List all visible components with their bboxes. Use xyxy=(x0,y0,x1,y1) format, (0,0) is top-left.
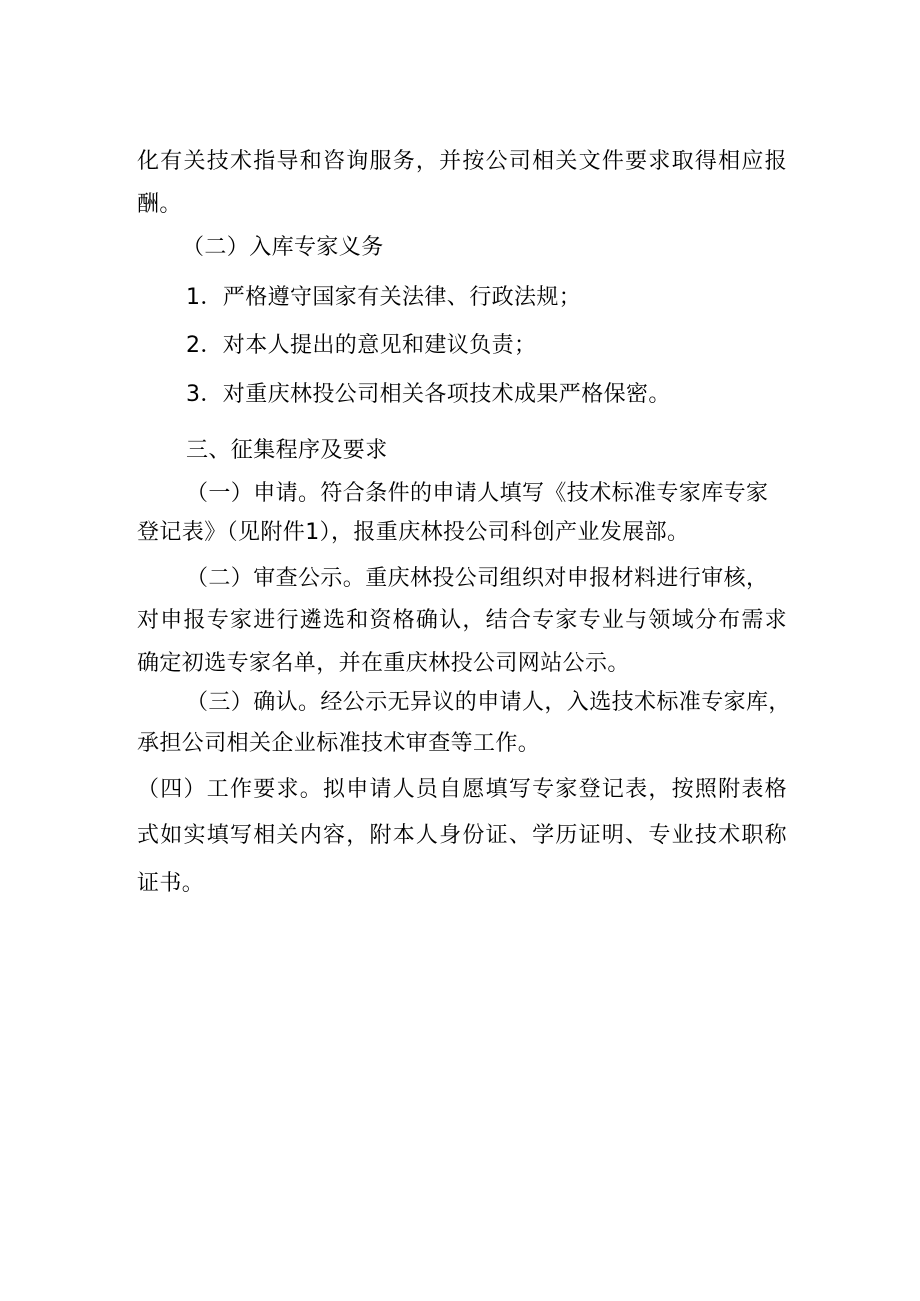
list-item: 3．对重庆林投公司相关各项技术成果严格保密。 xyxy=(186,382,671,407)
text-line: （一）申请。符合条件的申请人填写《技术标准专家库专家 xyxy=(186,481,769,506)
text-line: 承担公司相关企业标准技术审查等工作。 xyxy=(137,731,541,756)
text-line: 确定初选专家名单，并在重庆林投公司网站公示。 xyxy=(137,651,630,676)
text-line: 对申报专家进行遴选和资格确认，结合专家专业与领域分布需求 xyxy=(137,608,787,633)
text-line: 证书。 xyxy=(137,871,205,896)
text-line: 登记表》（见附件1），报重庆林投公司科创产业发展部。 xyxy=(137,520,690,545)
text-line: 式如实填写相关内容，附本人身份证、学历证明、专业技术职称 xyxy=(137,823,787,848)
text-line: 化有关技术指导和咨询服务，并按公司相关文件要求取得相应报 xyxy=(137,149,787,174)
section-heading: 三、征集程序及要求 xyxy=(186,438,388,463)
text-line: （三）确认。经公示无异议的申请人，入选技术标准专家库， xyxy=(186,690,791,715)
text-line: （二）审查公示。重庆林投公司组织对申报材料进行审核， xyxy=(186,566,769,591)
list-item: 2．对本人提出的意见和建议负责； xyxy=(186,333,537,358)
text-line: 酬。 xyxy=(137,192,182,217)
text-line: （四）工作要求。拟申请人员自愿填写专家登记表，按照附表格 xyxy=(137,777,787,802)
list-item: 1．严格遵守国家有关法律、行政法规； xyxy=(186,285,582,310)
section-heading: （二）入库专家义务 xyxy=(182,235,384,260)
